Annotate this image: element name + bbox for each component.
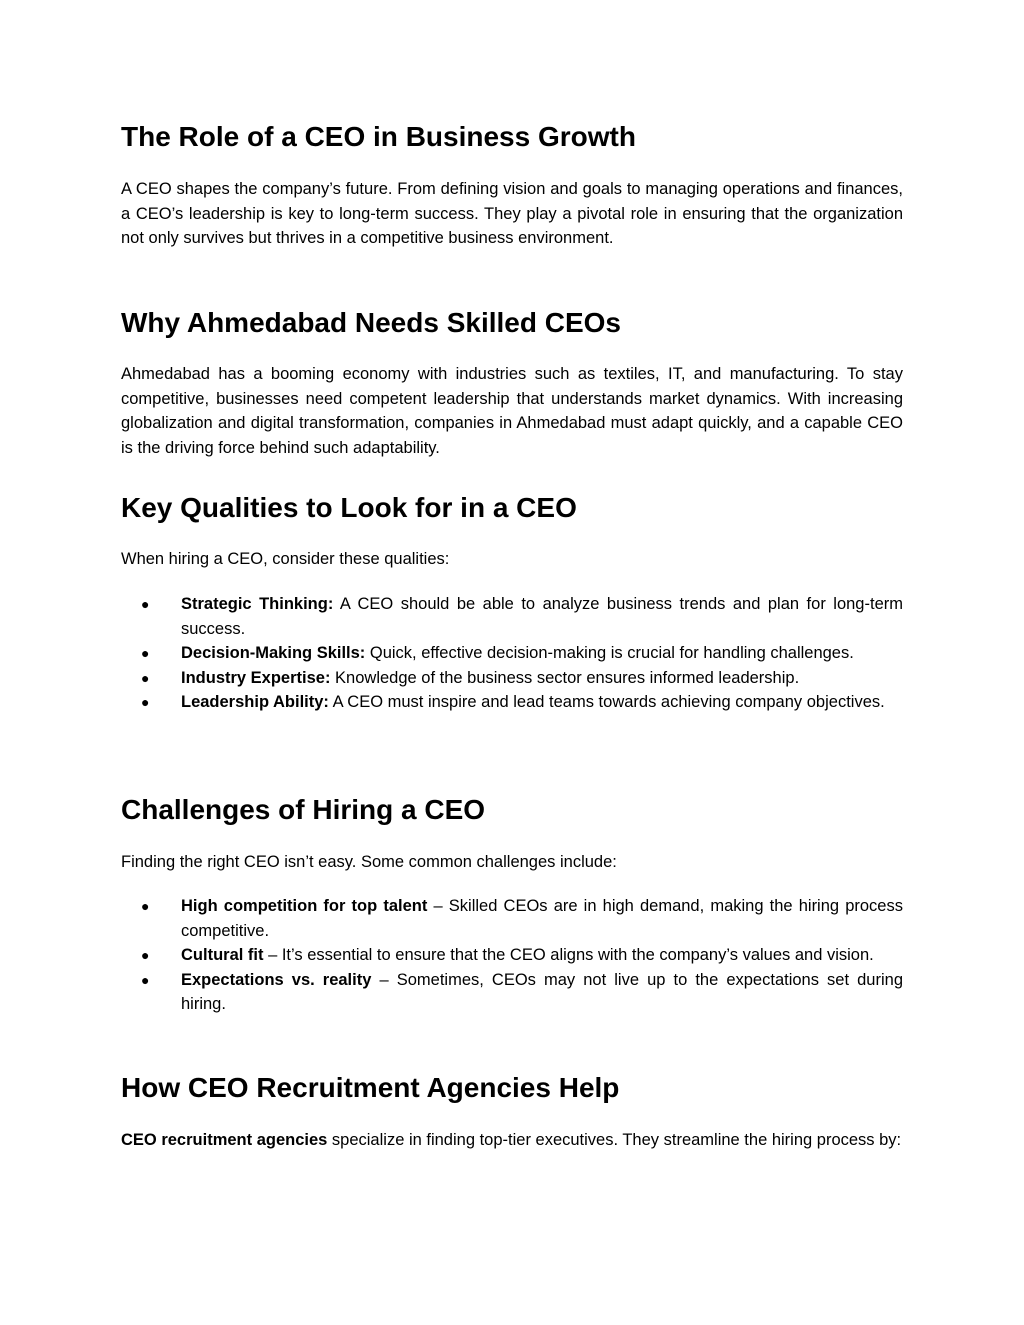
- list-item: [121, 641, 903, 666]
- list-item-term: High competition for top talent: [181, 897, 428, 915]
- bullet-icon: ●: [141, 694, 150, 710]
- list-item-term: Industry Expertise:: [181, 668, 331, 687]
- paragraph-term: CEO recruitment agencies: [121, 1131, 328, 1149]
- list-item-term: Expectations vs. reality: [181, 970, 372, 989]
- list-item-text: Knowledge of the business sector ensures informed leadership.: [330, 668, 800, 687]
- list-item: [121, 968, 903, 1017]
- list-item: [121, 894, 903, 943]
- bullet-icon: ●: [141, 898, 150, 914]
- list-item-text: Quick, effective decision-making is crucial for handling challenges.: [365, 644, 854, 662]
- list-item-term: Cultural fit: [181, 946, 264, 964]
- bullet-icon: ●: [141, 971, 150, 988]
- section-paragraph: When hiring a CEO, consider these qualities:: [121, 550, 450, 568]
- list-item-text: – Sometimes, CEOs may not live up to the expectations set during hiring.: [181, 970, 903, 1013]
- section-heading: Challenges of Hiring a CEO: [121, 794, 486, 825]
- list-item-text: A CEO should be able to analyze business trends and plan for long-term success.: [181, 595, 903, 638]
- challenges-list: [121, 894, 903, 1017]
- section-heading: Why Ahmedabad Needs Skilled CEOs: [121, 307, 621, 338]
- section-paragraph: [121, 1128, 903, 1153]
- bullet-icon: ●: [141, 947, 150, 963]
- list-item: [121, 690, 903, 715]
- list-item-text: – It’s essential to ensure that the CEO aligns with the company’s values and vision.: [263, 946, 874, 964]
- list-item-text: A CEO must inspire and lead teams towards achieving company objectives.: [328, 693, 885, 711]
- section-heading: Key Qualities to Look for in a CEO: [121, 492, 577, 523]
- list-item-term: Strategic Thinking:: [181, 595, 334, 613]
- section-paragraph: Ahmedabad has a booming economy with industries such as textiles, IT, and manufacturing. To stay competitive, businesses need competent leadership that understands market dynamics. With increasing globalization and digital transformation, companies in Ahmedabad must adapt quickly, and a capable CEO is the driving force behind such adaptability.: [121, 365, 903, 457]
- list-item-term: Decision-Making Skills:: [181, 644, 366, 662]
- section-heading: The Role of a CEO in Business Growth: [121, 121, 636, 152]
- list-item-term: Leadership Ability:: [181, 693, 329, 711]
- list-item: [121, 592, 903, 641]
- bullet-icon: ●: [141, 645, 150, 661]
- list-item: [121, 943, 903, 968]
- section-heading: How CEO Recruitment Agencies Help: [121, 1072, 620, 1103]
- paragraph-text: specialize in finding top-tier executives. They streamline the hiring process by:: [327, 1131, 902, 1149]
- list-item-text: – Skilled CEOs are in high demand, making the hiring process competitive.: [181, 897, 903, 940]
- qualities-list: [121, 592, 903, 715]
- section-paragraph: Finding the right CEO isn’t easy. Some common challenges include:: [121, 853, 617, 871]
- bullet-icon: ●: [141, 669, 150, 686]
- bullet-icon: ●: [141, 596, 150, 612]
- section-paragraph: A CEO shapes the company’s future. From defining vision and goals to managing operations and finances, a CEO’s leadership is key to long-term success. They play a pivotal role in ensuring that the organization not only survives but thrives in a competitive business environment.: [121, 180, 903, 247]
- list-item: [121, 666, 903, 691]
